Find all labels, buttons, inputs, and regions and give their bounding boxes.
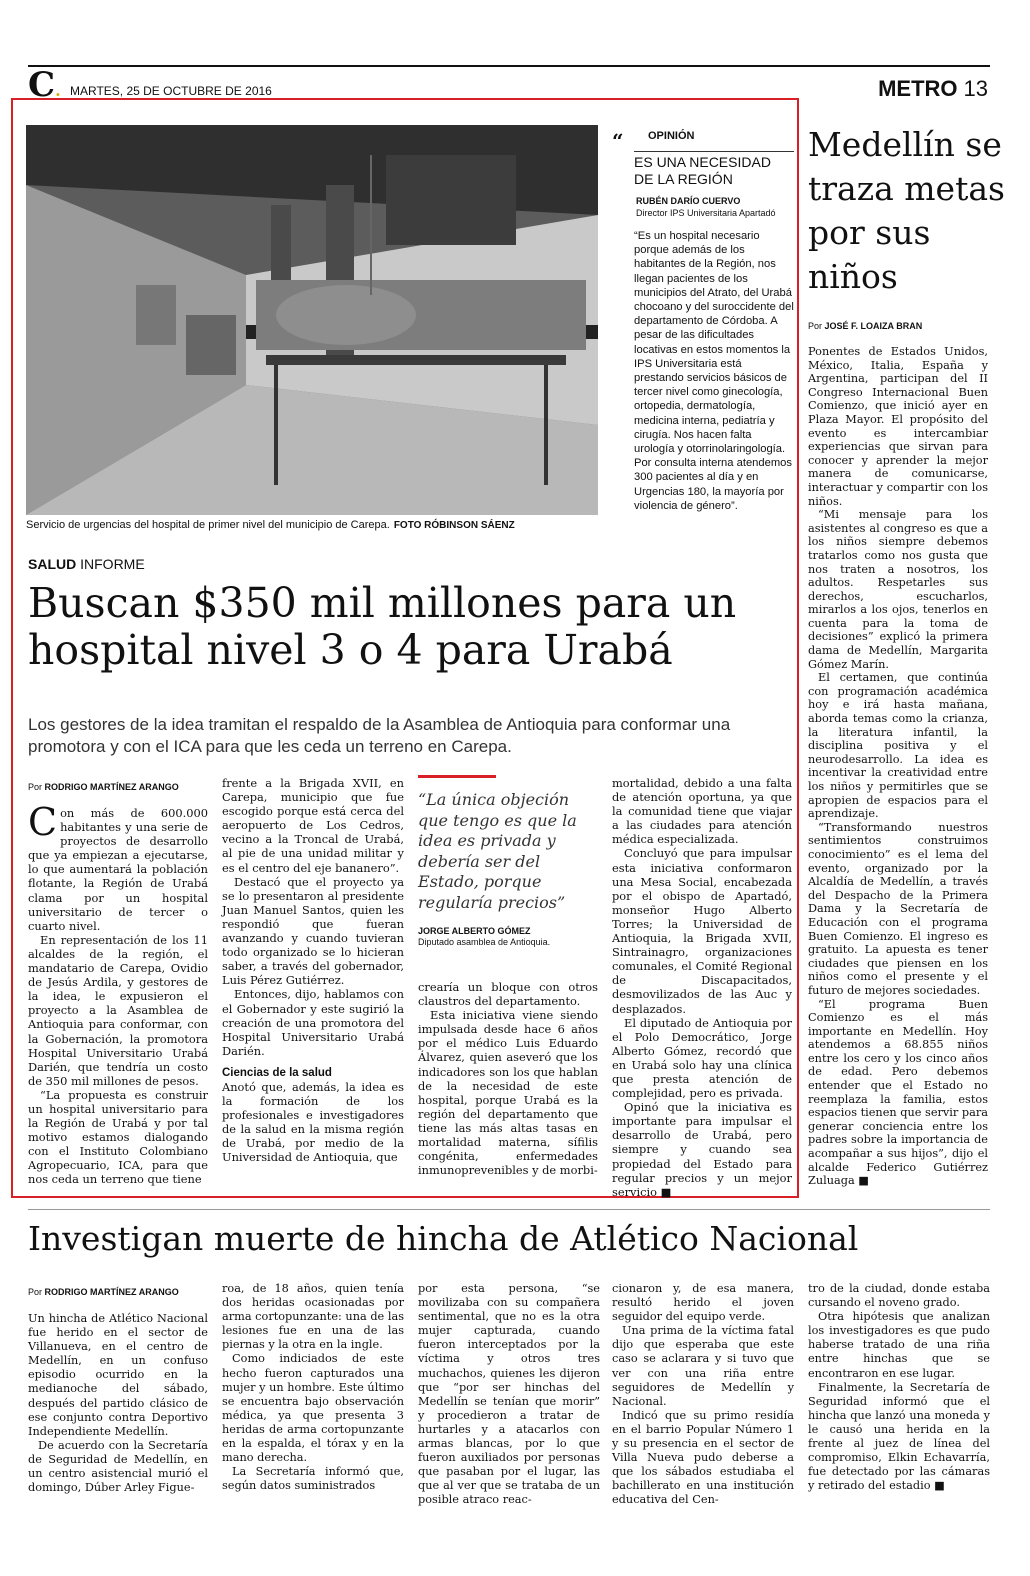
paragraph: En representación de los 11 alcaldes de la región, el mandatario de Carepa, Ovidio de Jesús Ardila, y gestores de la idea, le expusieron el proyecto a la Asamblea de Antioquia para conformar, con la Gobernación, la promotora Hospital Universitario Urabá Darién, que tendría un costo de 350 mil millones de pesos. (28, 932, 208, 1088)
opinion-author: RUBÉN DARÍO CUERVO (636, 196, 741, 206)
opinion-title: ES UNA NECESIDAD DE LA REGIÓN (634, 151, 794, 188)
bottom-headline: Investigan muerte de hincha de Atlético Nacional (28, 1219, 859, 1258)
bottom-column-1 (28, 1312, 208, 1495)
paragraph: Finalmente, la Secretaría de Seguridad informó que el hincha que lanzó una moneda y le causó una herida en la frente al juez de línea del compromiso, Elkin Echavarría, fue detectado por las cámaras y retirado del estadio ■ (808, 1380, 990, 1493)
top-rule (28, 65, 990, 67)
section-page-label (878, 76, 988, 102)
bottom-column-3 (418, 1282, 600, 1508)
paragraph: La Secretaría informó que, según datos suministrados (222, 1465, 404, 1493)
bottom-column-5 (808, 1282, 990, 1493)
paragraph: Esta iniciativa viene siendo impulsada desde hace 6 años por el médico Luis Eduardo Álvarez, quien aseveró que los indicadores son los que hablan de la necesidad de este hospital, porque Urabá es la región del departamento que tiene las más altas tasas en mortalidad materna, sífilis congénita, enfermedades inmunoprevenibles y de morbi- (418, 1008, 598, 1178)
main-column-2 (222, 776, 404, 1165)
opinion-label: OPINIÓN (648, 130, 695, 142)
opinion-role: Director IPS Universitaria Apartadó (636, 208, 776, 218)
paragraph: crearía un bloque con otros claustros del departamento. (418, 980, 598, 1009)
paragraph: Otra hipótesis que analizan los investigadores es que pudo haberse tratado de una riña entre hinchas que se encontraron en ese lugar. (808, 1310, 990, 1380)
byline-name: RODRIGO MARTÍNEZ ARANGO (44, 782, 179, 792)
logo-dot: . (55, 81, 61, 100)
paragraph: El certamen, que continúa con programación académica hoy e irá hasta mañana, aborda temas como la crianza, la literatura infantil, la disciplina positiva y el neurodesarrollo. La idea es incentivar la creatividad entre los niños y permitirles que se apropien de espacios para el aprendizaje. (808, 671, 988, 821)
paragraph: El diputado de Antioquia por el Polo Democrático, Jorge Alberto Gómez, recordó que en Urabá solo hay una clínica que presta atención de complejidad, pero es privada. (612, 1015, 792, 1101)
main-column-4 (612, 776, 792, 1199)
paragraph: “El programa Buen Comienzo es el más importante en Medellín. Hoy atendemos a 68.855 niños entre los cero y los cinco años de edad. Pero debemos entender que el Estado no reemplaza la familia, estos espacios tienen que servir para generar conciencia entre los padres sobre la importancia de acompañar a sus hijos”, dijo el alcalde Federico Gutiérrez Zuluaga ■ (808, 997, 989, 1188)
paragraph: mortalidad, debido a una falta de atención oportuna, ya que la comunidad tiene que viajar a las ciudades para atención médica especializada. (612, 776, 792, 847)
paragraph: Ponentes de Estados Unidos, México, Italia, España y Argentina, participan del II Congreso Internacional Buen Comienzo, que inició ayer en Plaza Mayor. El propósito del evento es intercambiar experiencias que sirvan para conocer y aprender la mejor manera de comunicarse, interactuar y compartir con los niños. (808, 345, 988, 508)
paragraph: Anotó que, además, la idea es la formación de los profesionales e investigadores de la salud en la misma región de Urabá, por medio de la Universidad de Antioquia, que (222, 1079, 404, 1165)
main-byline (28, 782, 179, 792)
byline-prefix: Por (28, 782, 43, 792)
main-column-3 (418, 980, 598, 1177)
pullquote-role: Diputado asamblea de Antioquia. (418, 937, 551, 947)
pullquote-author: JORGE ALBERTO GÓMEZ (418, 926, 531, 936)
photo-caption (26, 519, 606, 531)
byline-prefix: Por (28, 1287, 43, 1297)
main-dek: Los gestores de la idea tramitan el respaldo de la Asamblea de Antioquia para conformar una promotora y con el ICA para que les ceda un terreno en Carepa. (28, 715, 731, 756)
side-byline (808, 321, 922, 331)
section-tag-type: INFORME (80, 556, 145, 572)
quote-icon: “ (612, 129, 624, 153)
bottom-column-2 (222, 1282, 404, 1493)
opinion-body: “Es un hospital necesario porque además de los habitantes de la Región, nos llegan pacientes de los municipios del Atrato, del Urabá chocoano y del suroccidente del departamento de Córdoba. A pesar de las dificultades locativas en estos momentos la IPS Universitaria está prestando servicios básicos de tercer nivel como ginecología, ortopedia, dermatología, medicina interna, pediatría y cirugía. Nos hacen falta urología y otorrinolaringología. Por consulta interna atendemos 300 pacientes al día y en Urgencias 180, la mayoría por violencia de género”. (634, 230, 794, 512)
page-date: MARTES, 25 DE OCTUBRE DE 2016 (70, 84, 272, 98)
paragraph: Opinó que la iniciativa es importante para impulsar el desarrollo de Urabá, pero siempre y cuando sea propiedad del Estado para regular precios y un mejor servicio ■ (612, 1100, 792, 1199)
byline-name: JOSÉ F. LOAIZA BRAN (824, 321, 923, 331)
paragraph: Una prima de la víctima fatal dijo que esperaba que este caso se aclarara y si tuvo que ver con una riña entre seguidores de Medellín y Nacional. (612, 1324, 794, 1408)
paragraph: De acuerdo con la Secretaría de Seguridad de Medellín, en un centro asistencial murió el domingo, Dúber Arley Figue- (28, 1438, 208, 1495)
paragraph: frente a la Brigada XVII, en Carepa, municipio que fue escogido porque está cerca del aeropuerto de Los Cedros, vecino a la Troncal de Urabá, al pie de una unidad militar y es el centro del eje bananero”. (222, 776, 404, 875)
paragraph: tro de la ciudad, donde estaba cursando el noveno grado. (808, 1282, 990, 1310)
page-number: 13 (963, 76, 988, 101)
paragraph: “Mi mensaje para los asistentes al congreso es que a los niños siempre debemos tratarlos como nos gusta que nos traten a nosotros, los adultos. Respetarles sus derechos, escucharlos, mirarlos a los ojos, tenerlos en cuenta para la toma de decisiones” explicó la primera dama de Medellín, Margarita Gómez Marín. (808, 508, 988, 671)
paragraph: por esta persona, “se movilizaba con su compañera sentimental, que no es la otra mujer capturada, cuando fueron interceptados por la víctima y otros tres muchachos, quienes les dijeron que “por ser hinchas del Medellín se tenían que morir” y procedieron a tratar de hurtarles y a atacarlos con armas blancas, por lo que fueron auxiliados por personas que pasaban por el lugar, las que al ver que se trataba de un posible atraco reac- (418, 1282, 600, 1507)
paragraph: Un hincha de Atlético Nacional fue herido en el sector de Villanueva, en el centro de Medellín, en un confuso episodio ocurrido en la medianoche del sábado, después del partido clásico de ese conjunto contra Deportivo Independiente Medellín. (28, 1312, 208, 1438)
section-name: METRO (878, 76, 958, 101)
bottom-column-4 (612, 1282, 794, 1508)
main-headline: Buscan $350 mil millones para un hospital nivel 3 o 4 para Urabá (28, 579, 737, 674)
photo-credit: FOTO RÓBINSON SÁENZ (393, 520, 515, 531)
pullquote-rule (418, 775, 496, 778)
drop-cap: C (28, 800, 58, 844)
paragraph: Con más de 600.000 habitantes y una serie de proyectos de desarrollo que ya empiezan a ejecutarse, lo que aumentará la población flotante, la Región de Urabá clama por un hospital universitario de tercer o cuarto nivel. (28, 800, 208, 933)
pullquote: “La única objeción que tengo es que la idea es privada y debería ser del Estado, porque regularía precios” (418, 790, 577, 912)
byline-prefix: Por (808, 321, 823, 331)
subhead: Ciencias de la salud (222, 1066, 332, 1079)
hospital-corridor-image (26, 125, 598, 515)
paragraph: Entonces, dijo, hablamos con el Gobernador y este sugirió la creación de una promotora del Hospital Universitario Urabá Darién. (222, 987, 404, 1058)
paragraph: Como indiciados de este hecho fueron capturados una mujer y un hombre. Este último se encuentra bajo observación médica, ya que presenta 3 heridas de arma cortopunzante en la espalda, el tórax y en la mano derecha. (222, 1352, 404, 1465)
paragraph: roa, de 18 años, quien tenía dos heridas ocasionadas por arma cortopunzante: una de las lesiones fue en una de las piernas y la otra en la ingle. (222, 1282, 404, 1352)
paragraph: cionaron y, de esa manera, resultó herido el joven seguidor del equipo verde. (612, 1282, 794, 1324)
hospital-photo (26, 125, 598, 515)
bottom-byline (28, 1287, 179, 1297)
paragraph: Destacó que el proyecto ya se lo presentaron al presidente Juan Manuel Santos, quien les respondió que fueran avanzando y cuando tuvieran todo organizado se lo hicieran saber, a través del gobernador, Luis Pérez Gutiérrez. (222, 874, 404, 988)
side-column (808, 345, 988, 1188)
paragraph: Indicó que su primo residía en el barrio Popular Número 1 y su presencia en el sector de Villa Nueva pudo deberse a que los sábados estudiaba el bachillerato en una institución educativa del Cen- (612, 1408, 794, 1507)
section-tag (28, 556, 145, 572)
paragraph: Concluyó que para impulsar esta iniciativa conformaron una Mesa Social, encabezada por el obispo de Apartadó, monseñor Hugo Alberto Torres; la Universidad de Antioquia, la Brigada XVII, Sintrainagro, organizaciones comunales, el Comité Regional de Discapacitados, desmovilizados de las Auc y desplazados. (612, 846, 792, 1016)
paragraph: “La propuesta es construir un hospital universitario para la Región de Urabá y por tal motivo estamos dialogando con el Instituto Colombiano Agropecuario, ICA, para que nos ceda un terreno que tiene (28, 1087, 208, 1187)
newspaper-logo: C. (28, 65, 61, 105)
bottom-divider (28, 1209, 990, 1210)
byline-name: RODRIGO MARTÍNEZ ARANGO (44, 1287, 179, 1297)
paragraph: “Transformando nuestros sentimientos construimos conocimiento” es el lema del evento, organizado por la Alcaldía de Medellín, a través del Despacho de la Primera Dama y la Secretaría de Educación con el programa Buen Comienzo. El ingreso es gratuito. La apuesta es tener ciudades que piensen en los niños como el presente y el futuro de mejores sociedades. (808, 820, 988, 997)
section-tag-label: SALUD (28, 556, 77, 572)
main-column-1 (28, 800, 208, 1187)
side-headline: Medellín se traza metas por sus niños (808, 125, 1005, 296)
caption-text: Servicio de urgencias del hospital de primer nivel del municipio de Carepa. (26, 519, 390, 531)
